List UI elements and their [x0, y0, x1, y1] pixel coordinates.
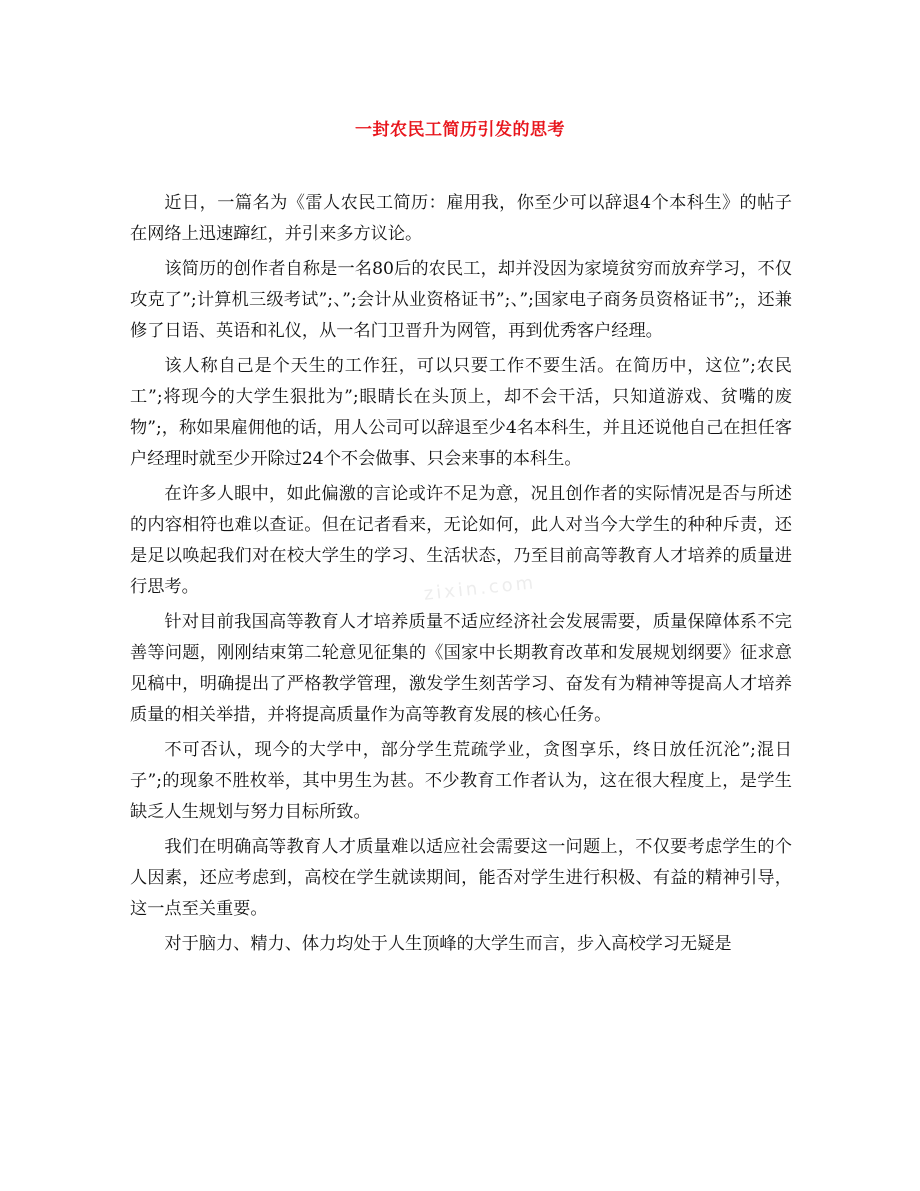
paragraph: 近日，一篇名为《雷人农民工简历：雇用我，你至少可以辞退4个本科生》的帖子在网络上迅速蹿红，并引来多方议论。: [130, 193, 792, 244]
paragraph: 不可否认，现今的大学中，部分学生荒疏学业，贪图享乐，终日放任沉沦”;混日子”;的现象不胜枚举，其中男生为甚。不少教育工作者认为，这在很大程度上，是学生缺乏人生规划与努力目标所致。: [130, 740, 792, 822]
document-title: 一封农民工简历引发的思考: [355, 120, 565, 140]
paragraph: 对于脑力、精力、体力均处于人生顶峰的大学生而言，步入高校学习无疑是: [164, 934, 732, 954]
paragraph: 该人称自己是个天生的工作狂，可以只要工作不要生活。在简历中，这位”;农民工”;将现今的大学生狠批为”;眼睛长在头顶上，却不会干活，只知道游戏、贫嘴的废物”;，称如果雇佣他的话，用人公司可以辞退至少4名本科生，并且还说他自己在担任客户经理时就至少开除过24个不会做事、只会来事的本科生。: [130, 356, 792, 469]
paragraph: 该简历的创作者自称是一名80后的农民工，却并没因为家境贫穷而放弃学习，不仅攻克了”;计算机三级考试”;、”;会计从业资格证书”;、”;国家电子商务员资格证书”;，还兼修了日语、英语和礼仪，从一名门卫晋升为网管，再到优秀客户经理。: [130, 259, 792, 341]
watermark-text: zixin.com: [422, 572, 538, 605]
paragraph: 针对目前我国高等教育人才培养质量不适应经济社会发展需要，质量保障体系不完善等问题，刚刚结束第二轮意见征集的《国家中长期教育改革和发展规划纲要》征求意见稿中，明确提出了严格教学管理，激发学生刻苦学习、奋发有为精神等提高人才培养质量的相关举措，并将提高质量作为高等教育发展的核心任务。: [130, 612, 792, 725]
paragraph: 在许多人眼中，如此偏激的言论或许不足为意，况且创作者的实际情况是否与所述的内容相符也难以查证。但在记者看来，无论如何，此人对当今大学生的种种斥责，还是足以唤起我们对在校大学生的学习、生活状态，乃至目前高等教育人才培养的质量进行思考。: [130, 484, 792, 597]
document-body: [130, 188, 792, 964]
paragraph: 我们在明确高等教育人才质量难以适应社会需要这一问题上，不仅要考虑学生的个人因素，还应考虑到，高校在学生就读期间，能否对学生进行积极、有益的精神引导，这一点至关重要。: [130, 837, 792, 919]
